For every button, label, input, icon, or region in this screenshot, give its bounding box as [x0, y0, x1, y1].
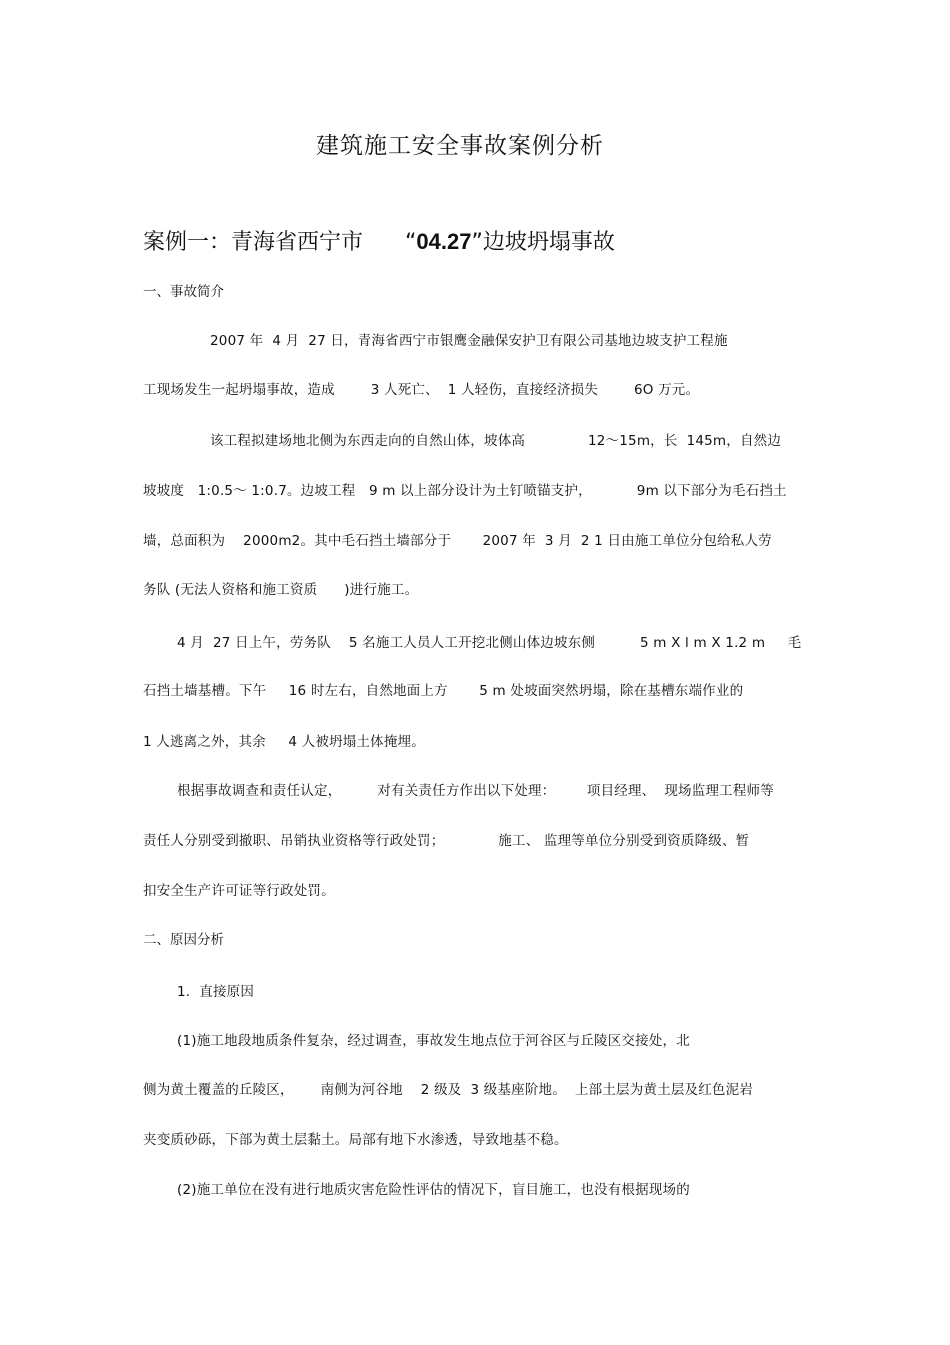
paragraph-line: 责任人分别受到撤职、吊销执业资格等行政处罚； 施工、 监理等单位分别受到资质降级、暂	[143, 833, 750, 849]
paragraph-line: 夹变质砂砾，下部为黄土层黏土。局部有地下水渗透，导致地基不稳。	[143, 1132, 568, 1148]
paragraph-line: 工现场发生一起坍塌事故，造成 3 人死亡、 1 人轻伤，直接经济损失 6O 万元。	[143, 382, 700, 398]
paragraph-line: 根据事故调查和责任认定， 对有关责任方作出以下处理： 项目经理、 现场监理工程师等	[177, 783, 774, 799]
section-heading-1: 一、事故简介	[143, 284, 224, 300]
paragraph-line: (2)施工单位在没有进行地质灾害危险性评估的情况下，盲目施工，也没有根据现场的	[177, 1182, 690, 1198]
case-heading-quote: “	[404, 230, 417, 255]
subsection-heading: 1. 直接原因	[177, 984, 255, 1000]
paragraph-line: 1 人逃离之外，其余 4 人被坍塌土体掩埋。	[143, 734, 425, 750]
paragraph-line: 侧为黄土覆盖的丘陵区， 南侧为河谷地 2 级及 3 级基座阶地。 上部土层为黄土层及红色泥岩	[143, 1082, 754, 1098]
paragraph-line: (1)施工地段地质条件复杂，经过调查，事故发生地点位于河谷区与丘陵区交接处，北	[177, 1033, 690, 1049]
case-heading-prefix: 案例一：青海省西宁市	[143, 230, 364, 255]
paragraph-line: 扣安全生产许可证等行政处罚。	[143, 883, 335, 899]
section-heading-2: 二、原因分析	[143, 932, 224, 948]
paragraph-line: 务队 (无法人资格和施工资质 )进行施工。	[143, 582, 419, 598]
paragraph-line: 坡坡度 1:0.5～ 1:0.7。边坡工程 9 m 以上部分设计为土钉喷锚支护， 9m 以下部分为毛石挡土	[143, 483, 787, 499]
paragraph-line: 2007 年 4 月 27 日，青海省西宁市银鹰金融保安护卫有限公司基地边坡支护工程施	[210, 333, 728, 349]
case-heading	[143, 227, 615, 258]
case-heading-number: 04.27	[416, 229, 472, 254]
document-title: 建筑施工安全事故案例分析	[316, 133, 604, 159]
paragraph-line: 墙，总面积为 2000m2。其中毛石挡土墙部分于 2007 年 3 月 2 1 日由施工单位分包给私人劳	[143, 533, 772, 549]
paragraph-line: 石挡土墙基槽。下午 16 时左右，自然地面上方 5 m 处坡面突然坍塌，除在基槽东端作业的	[143, 683, 744, 699]
paragraph-line: 4 月 27 日上午，劳务队 5 名施工人员人工开挖北侧山体边坡东侧 5 m X l m X 1.2 m 毛	[177, 635, 802, 651]
case-heading-suffix: ”边坡坍塌事故	[471, 230, 615, 255]
paragraph-line: 该工程拟建场地北侧为东西走向的自然山体，坡体高 12～15m，长 145m，自然边	[210, 433, 782, 449]
